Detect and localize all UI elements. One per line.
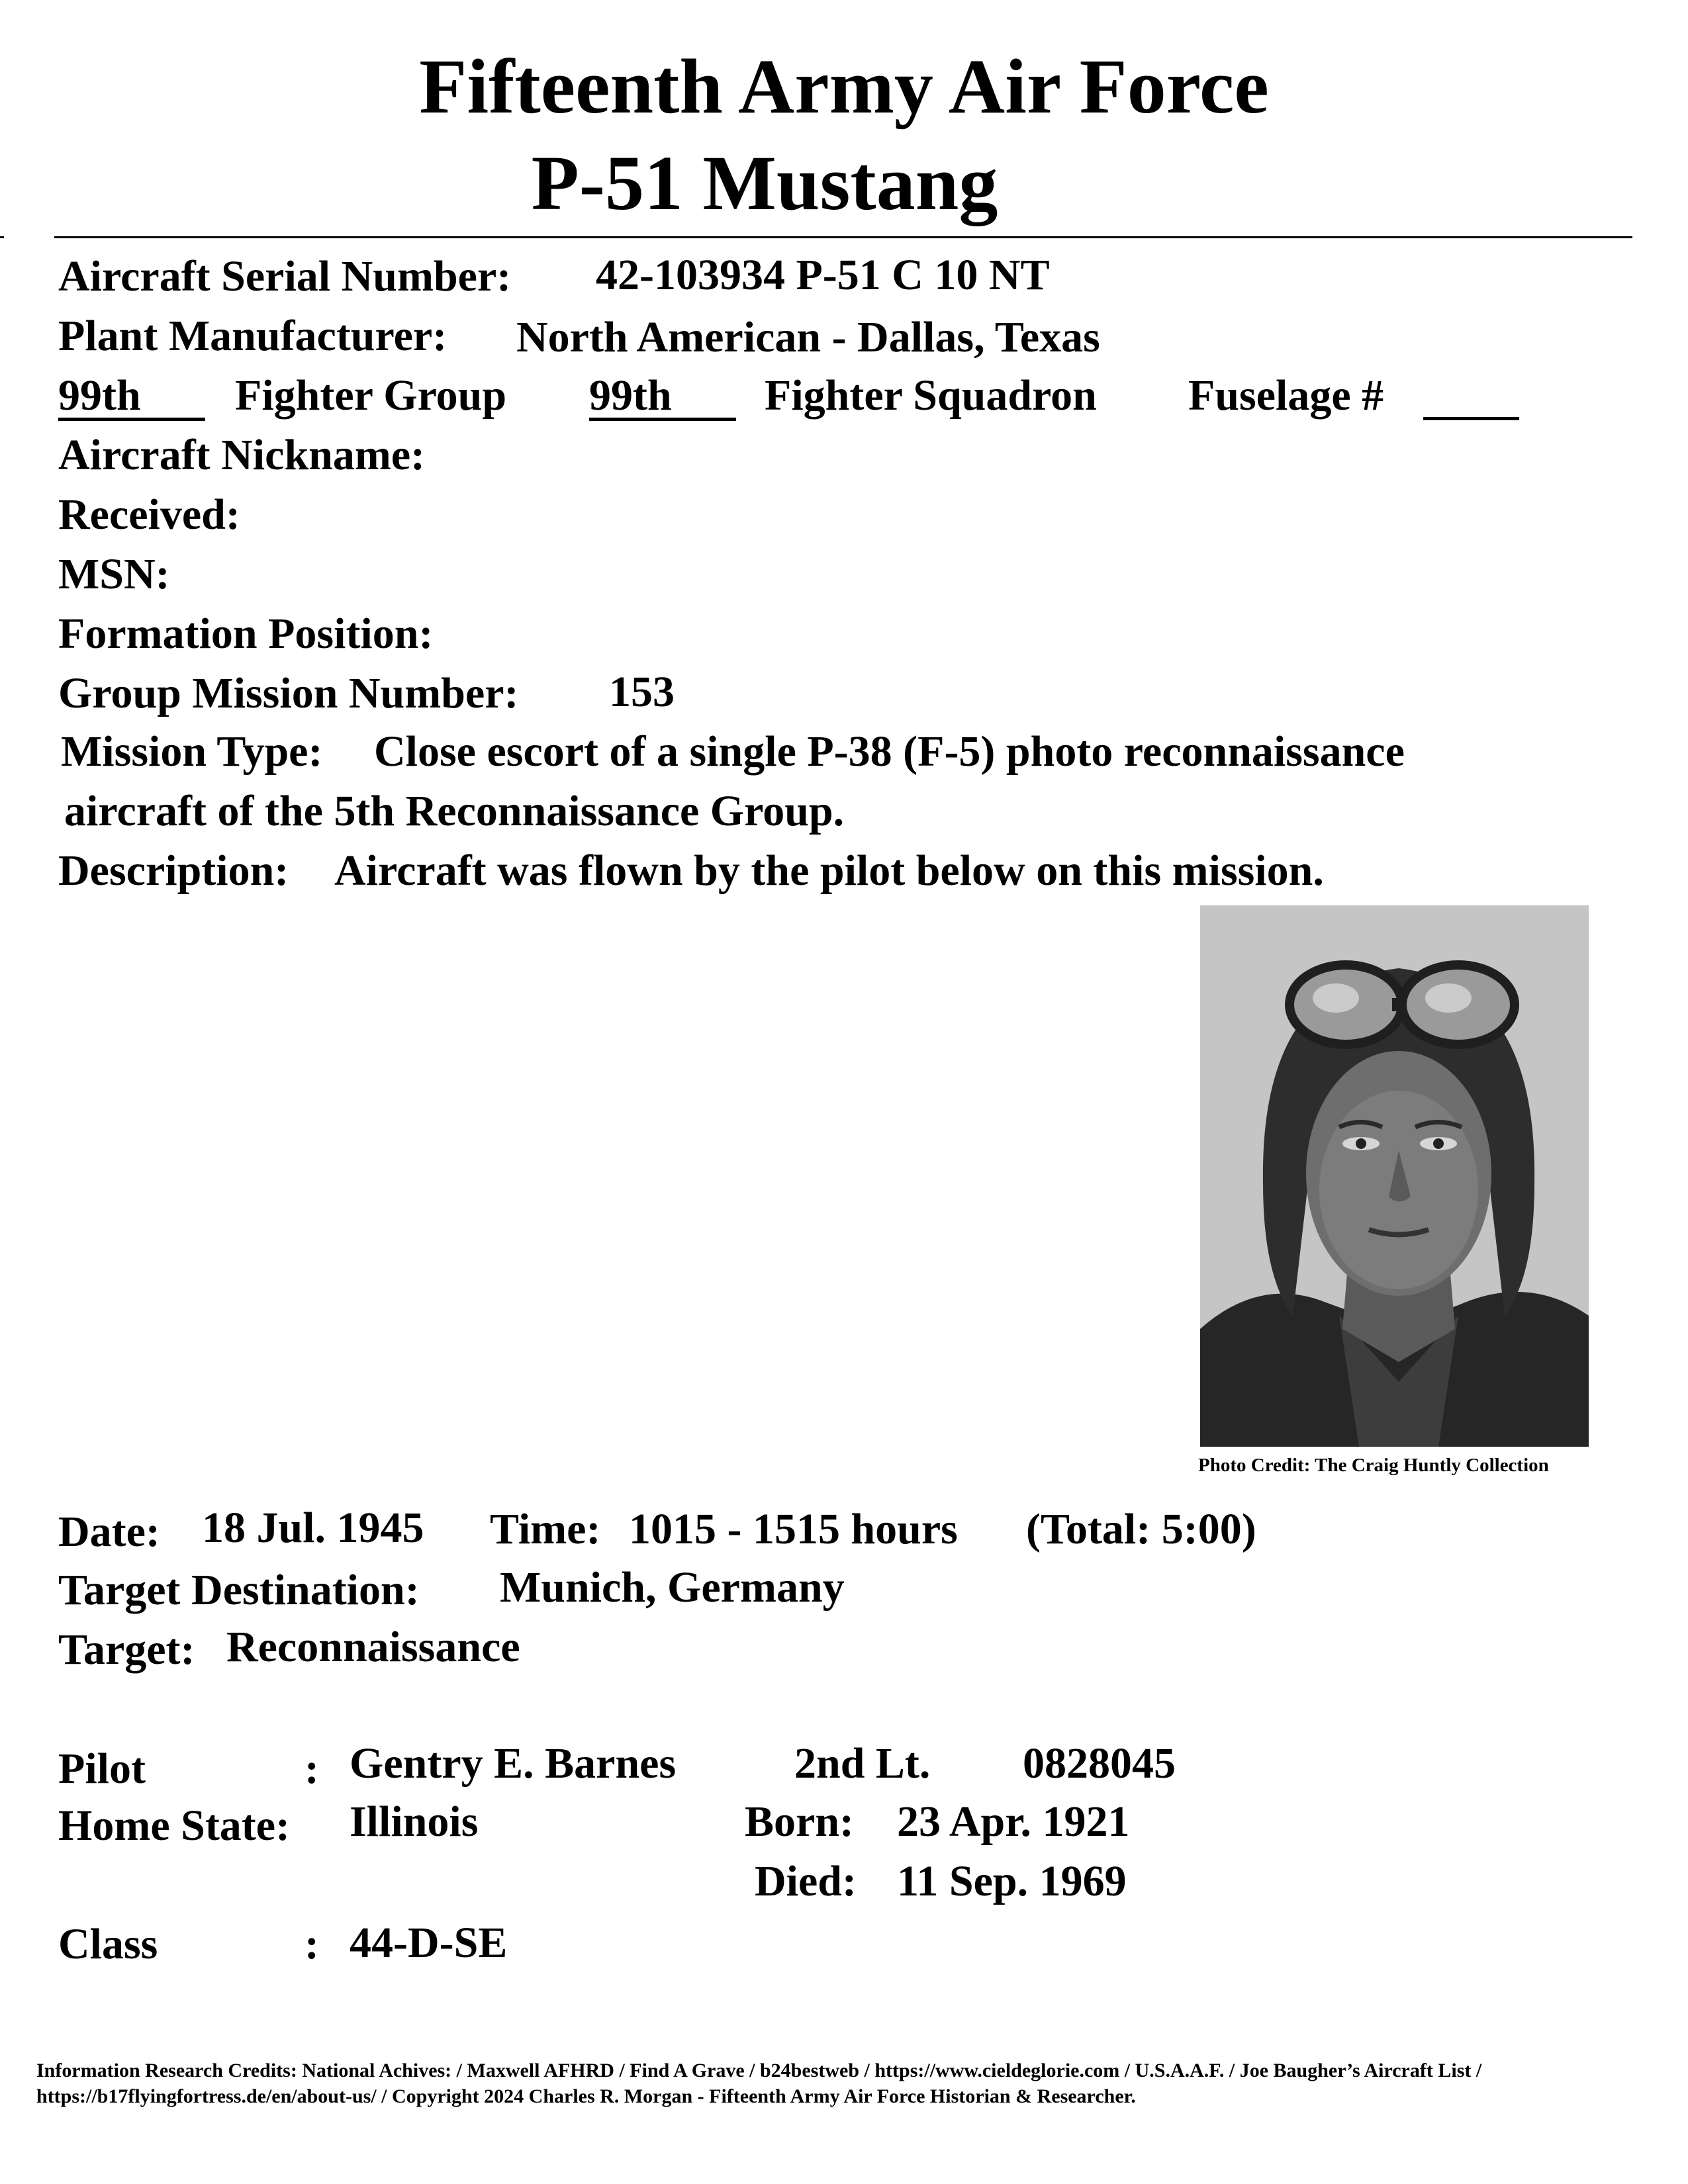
description-label: Description:	[58, 846, 289, 895]
mission-type-value: Close escort of a single P-38 (F-5) photo reconnaissance	[374, 727, 1405, 776]
received-label: Received:	[58, 490, 240, 539]
died-label: Died:	[755, 1857, 857, 1905]
class-colon: :	[305, 1920, 319, 1968]
manufacturer-value: North American - Dallas, Texas	[516, 313, 1100, 361]
pilot-colon: :	[305, 1745, 319, 1793]
fighter-squadron-label: Fighter Squadron	[765, 371, 1097, 420]
fuselage-label: Fuselage #	[1188, 371, 1384, 420]
msn-label: MSN:	[58, 550, 170, 598]
date-value: 18 Jul. 1945	[202, 1504, 424, 1552]
pilot-rank: 2nd Lt.	[794, 1739, 931, 1788]
home-state-label: Home State:	[58, 1801, 291, 1850]
mission-type-value-continued: aircraft of the 5th Reconnaissance Group.	[64, 787, 845, 835]
target-label: Target:	[58, 1625, 195, 1674]
pilot-label: Pilot	[58, 1745, 146, 1793]
footer-credits-line2: https://b17flyingfortress.de/en/about-us/ / Copyright 2024 Charles R. Morgan - Fifteenth Army Air Force Historian & Researcher.	[36, 2085, 1136, 2107]
footer-credits-line1: Information Research Credits: National Achives: / Maxwell AFHRD / Find A Grave / b24bestweb / https://www.cieldeglorie.com / U.S.A.A.F. / Joe Baugher’s Aircraft List /	[36, 2060, 1482, 2081]
died-value: 11 Sep. 1969	[897, 1857, 1127, 1905]
pilot-portrait-image	[1200, 905, 1589, 1447]
page-title: Fifteenth Army Air Force	[419, 43, 1269, 130]
fighter-squadron-value: 99th	[589, 374, 736, 421]
fighter-group-row	[58, 371, 205, 421]
home-state-value: Illinois	[350, 1797, 479, 1846]
margin-mark	[0, 236, 4, 238]
serial-value: 42-103934 P-51 C 10 NT	[596, 251, 1050, 299]
target-value: Reconnaissance	[226, 1623, 520, 1671]
serial-label: Aircraft Serial Number:	[58, 252, 512, 300]
born-label: Born:	[745, 1797, 854, 1846]
title-divider	[54, 236, 1632, 238]
fighter-squadron-row	[589, 371, 736, 421]
mission-type-label: Mission Type:	[61, 727, 323, 776]
time-label: Time:	[490, 1505, 601, 1553]
class-label: Class	[58, 1920, 158, 1968]
group-mission-value: 153	[609, 668, 675, 716]
class-value: 44-D-SE	[350, 1919, 508, 1967]
group-mission-label: Group Mission Number:	[58, 669, 519, 717]
description-value: Aircraft was flown by the pilot below on this mission.	[334, 846, 1324, 895]
manufacturer-label: Plant Manufacturer:	[58, 312, 447, 360]
born-value: 23 Apr. 1921	[897, 1797, 1130, 1846]
page-subtitle: P-51 Mustang	[531, 140, 998, 226]
total-time: (Total: 5:00)	[1026, 1505, 1256, 1553]
pilot-photo	[1200, 905, 1589, 1447]
date-label: Date:	[58, 1508, 160, 1556]
fighter-group-value: 99th	[58, 374, 205, 421]
nickname-label: Aircraft Nickname:	[58, 431, 426, 479]
fighter-group-label: Fighter Group	[235, 371, 507, 420]
photo-credit: Photo Credit: The Craig Huntly Collection	[1198, 1455, 1549, 1476]
pilot-service-number: 0828045	[1023, 1739, 1176, 1788]
destination-value: Munich, Germany	[500, 1563, 845, 1612]
fuselage-blank-line	[1423, 417, 1519, 420]
formation-label: Formation Position:	[58, 610, 434, 658]
pilot-name: Gentry E. Barnes	[350, 1739, 677, 1788]
destination-label: Target Destination:	[58, 1566, 420, 1614]
time-value: 1015 - 1515 hours	[629, 1505, 958, 1553]
